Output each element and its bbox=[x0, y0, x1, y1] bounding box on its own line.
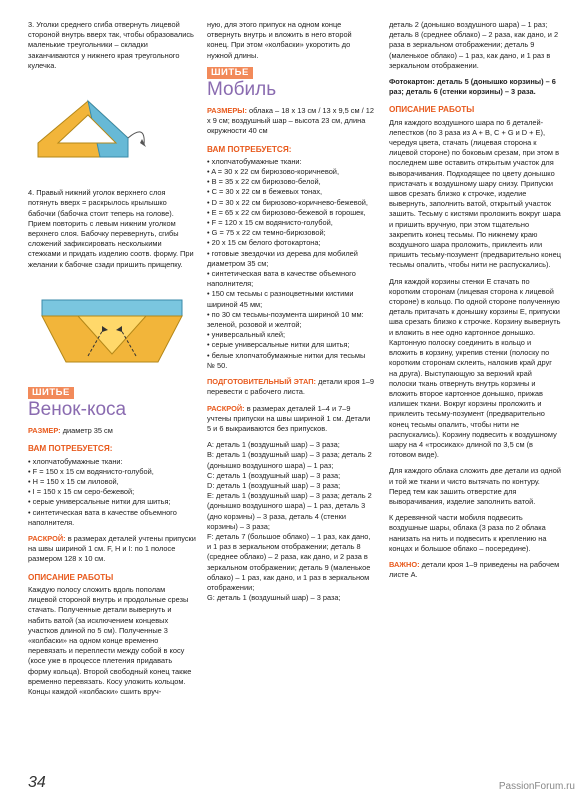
mobile-sizes bbox=[207, 106, 375, 137]
cut-line: C: деталь 1 (воздушный шар) – 3 раза; bbox=[207, 470, 341, 480]
important-text: детали кроя 1–9 приведены на рабочем листе A. bbox=[389, 559, 560, 580]
sizes-label: РАЗМЕРЫ: bbox=[207, 106, 247, 116]
cut-label-2: РАСКРОЙ: bbox=[207, 403, 245, 413]
mobile-work-text-2: Для каждой корзины стенки E стачать по коротким сторонам (лицевая сторона к лицевой стороне) в кольцо. По одной стороне полученную деталь притачать к донышку корзины E, припуски шва срезать близко к строчке. Корзину вывернуть и вложить в нее одно картонное донышко. Картонную полоску соединить в кольцо и вложить в корзину, укрепив стенки (полоску по коротким сторонам склеить, наложив край друг на друга). Выступающую за верхний край полоски ткань отвернуть внутрь корзины и вложить второе картонное донышко, прижав излишек ткани. Вокруг корзины проложить и приклеить тесьму-позумент (предварительно конец тесьмы опалить, чтобы нити не распускались). Корзину подвесить к воздушному шару на 4 «тросиках» длиной по 3,5 см (в готовом виде). bbox=[389, 276, 561, 460]
cut-text: в размерах деталей учтены припуски на швы шириной 1 см. F, H и I: по 1 полосе размером 128 х 10 см. bbox=[28, 534, 196, 564]
column-middle bbox=[207, 20, 375, 603]
wreath-materials-list bbox=[28, 457, 196, 528]
cut-line: D: деталь 1 (воздушный шар) – 3 раза; bbox=[207, 480, 341, 490]
list-item: • 20 x 15 см белого фотокартона; bbox=[207, 238, 375, 248]
list-item: • F = 120 x 15 см водянисто-голубой, bbox=[207, 218, 375, 228]
list-item: • хлопчатобумажные ткани: bbox=[207, 157, 375, 167]
mobile-cutting bbox=[207, 404, 375, 435]
wreath-continued-text: ную, для этого припуск на одном конце отвернуть внутрь и вложить в него второй конец. При этом «колбаски» укоротить до нужной длины. bbox=[207, 20, 352, 60]
list-item: • хлопчатобумажные ткани: bbox=[28, 457, 196, 467]
list-item: • B = 35 x 22 см бирюзово-белой, bbox=[207, 177, 375, 187]
watermark: PassionForum.ru bbox=[498, 781, 575, 792]
wreath-cutting bbox=[28, 534, 196, 565]
step-3-text: 3. Уголки среднего сгиба отвернуть лицевой стороной внутрь вверх так, чтобы образовались маленькие треугольники – складки заканчиваются у нижнего края треугольного кулечка. bbox=[28, 20, 194, 70]
list-item: • серые универсальные нитки для шитья; bbox=[207, 340, 375, 350]
mobile-prep bbox=[207, 377, 375, 397]
important-note bbox=[389, 560, 561, 580]
section-kicker-sewing: ШИТЬЕ bbox=[28, 387, 74, 399]
column-right bbox=[389, 20, 561, 586]
list-item: • D = 30 x 22 см бирюзово-коричнево-бежевой, bbox=[207, 198, 375, 208]
wreath-work-text: Каждую полосу сложить вдоль пополам лицевой стороной внутрь и продольные срезы стачать. Полученные детали вывернуть и набить ватой (за исключением концевых участков длиной по 5 см). Полученные 3 «колбаски» на одном конце временно перевязать и переплести между собой в косу (косе уже в процессе плетения придавать форму кольца). Второй свободный конец также временно перевязать. Косу уложить кольцом. Концы каждой «колбаски» сшить вруч- bbox=[28, 584, 192, 696]
list-item: • синтетическая вата в качестве объемного наполнителя; bbox=[207, 269, 375, 289]
list-item: • A = 30 x 22 см бирюзово-коричневой, bbox=[207, 167, 375, 177]
mobile-work-heading: ОПИСАНИЕ РАБОТЫ bbox=[389, 105, 475, 115]
section-kicker-sewing-2: ШИТЬЕ bbox=[207, 67, 253, 79]
cut-label: РАСКРОЙ: bbox=[28, 534, 66, 544]
butterfly-fold-illustration-2 bbox=[28, 282, 196, 374]
list-item: • 150 см тесьмы с разноцветными кистими шириной 45 мм; bbox=[207, 289, 375, 309]
wreath-size bbox=[28, 426, 196, 436]
cut-continued-text: деталь 2 (донышко воздушного шара) – 1 раз; деталь 8 (среднее облако) – 2 раза, как дано, и 2 раза в зеркальном отображении; деталь 9 (маленькое облако) – 1 раз, как дано, и 1 раз в зеркальном отображении. bbox=[389, 20, 559, 70]
size-value: диаметр 35 см bbox=[62, 426, 113, 436]
mobile-work-text-1: Для каждого воздушного шара по 6 деталей-лепестков (по 3 раза из A + B, C + G и D + E), чередуя цвета, стачать (лицевая сторона к лицевой стороне) по боковым срезам, при этом в последнем шве оставить открытым участок для выворачивания. Подходящее по цвету донышко пристачать к воздушному шару снизу. Припуски швов срезать близко к строчке, изделие вывернуть, заполнить ватой, открытый участок зашить. Тесьму с кистями проложить вокруг шара и пришить вручную, при этом тщательно закрепить конец тесьмы. По нижнему краю воздушного шара проложить, приклеить или пришить тесьму-позумент (предварительно конец тесьмы опалить, чтобы нити не распускались). bbox=[389, 117, 561, 270]
list-item: • белые хлопчатобумажные нитки для тесьмы № 50. bbox=[207, 351, 375, 371]
list-item: • готовые звездочки из дерева для мобилей диаметром 35 см; bbox=[207, 249, 375, 269]
cut-line: F: деталь 7 (большое облако) – 1 раз, как дано, и 1 раз в зеркальном отображении; деталь 8 (среднее облако) – 2 раза, как дано, и 2 раза в зеркальном отображении; деталь 9 (маленькое облако) – 1 раз, как дано, и 1 раз в зеркальном отображении; bbox=[207, 531, 371, 592]
mobile-materials-heading: ВАМ ПОТРЕБУЕТСЯ: bbox=[207, 144, 292, 154]
section-title-mobile: Мобиль bbox=[207, 79, 277, 101]
list-item: • синтетическая вата в качестве объемного наполнителя. bbox=[28, 508, 196, 528]
cardboard-text: Фотокартон: деталь 5 (донышко корзины) – 6 раз; деталь 6 (стенки корзины) – 3 раза. bbox=[389, 77, 556, 97]
sizes-value: облака – 18 х 13 см / 13 х 9,5 см / 12 х 9 см; воздушный шар – высота 23 см, длина окружности 40 см bbox=[207, 106, 374, 136]
section-title-wreath: Венок-коса bbox=[28, 399, 127, 421]
list-item: • C = 30 x 22 см в бежевых тонах, bbox=[207, 187, 375, 197]
mobile-materials-list bbox=[207, 157, 375, 371]
cut-text-2: в размерах деталей 1–4 и 7–9 учтены припуски на швы шириной 1 см. Детали 5 и 6 выкраиваются без припусков. bbox=[207, 403, 371, 433]
cut-line: B: деталь 1 (воздушный шар) – 3 раза; деталь 2 (донышко воздушного шара) – 1 раз; bbox=[207, 450, 372, 470]
cut-line: G: деталь 1 (воздушный шар) – 3 раза; bbox=[207, 593, 341, 603]
list-item: • F = 150 х 15 см водянисто-голубой, bbox=[28, 467, 196, 477]
column-left bbox=[28, 20, 196, 703]
wreath-materials-heading: ВАМ ПОТРЕБУЕТСЯ: bbox=[28, 444, 113, 454]
cut-line: A: деталь 1 (воздушный шар) – 3 раза; bbox=[207, 440, 340, 450]
list-item: • E = 65 x 22 см бирюзово-бежевой в горошек, bbox=[207, 208, 375, 218]
list-item: • G = 75 x 22 см темно-бирюзовой; bbox=[207, 228, 375, 238]
list-item: • I = 150 х 15 см серо-бежевой; bbox=[28, 487, 196, 497]
list-item: • серые универсальные нитки для шитья; bbox=[28, 497, 196, 507]
mobile-work-text-3: Для каждого облака сложить две детали из одной и той же ткани и чисто вытячать по контуру. Перед тем как зашить отверстие для выворачивания, изделие заполнить ватой. bbox=[389, 466, 561, 506]
page-number: 34 bbox=[28, 774, 46, 791]
cut-lines bbox=[207, 440, 375, 603]
prep-text: детали кроя 1–9 перевести с рабочего листа. bbox=[207, 377, 374, 397]
list-item: • универсальный клей; bbox=[207, 330, 375, 340]
important-label: ВАЖНО: bbox=[389, 559, 420, 569]
wreath-work-heading: ОПИСАНИЕ РАБОТЫ bbox=[28, 572, 114, 582]
list-item: • H = 150 х 15 см лиловой, bbox=[28, 477, 196, 487]
list-item: • по 30 см тесьмы-позумента шириной 10 мм: зеленой, розовой и желтой; bbox=[207, 310, 375, 330]
butterfly-fold-illustration-1 bbox=[28, 83, 196, 175]
prep-label: ПОДГОТОВИТЕЛЬНЫЙ ЭТАП: bbox=[207, 377, 316, 387]
cut-line: E: деталь 1 (воздушный шар) – 3 раза; деталь 2 (донышко воздушного шара) – 1 раз, деталь 3 (дно корзины) – 3 раза, деталь 4 (стенки корзины) – 3 раза; bbox=[207, 491, 372, 531]
step-4-text: 4. Правый нижний уголок верхнего слоя потянуть вверх = раскрылось крылышко бабочки (бабочка стоит теперь на голове). Прием повторить с левым нижним уголком верхнего слоя. Бабочку перевернуть, сгибы сложений зафиксировать несколькими стежками и придать изделию соотв. форму. При желании к бабочке сзади пришить прищепку. bbox=[28, 188, 194, 269]
mobile-work-text-4: К деревянной части мобиля подвесить воздушные шары, облака (3 раза по 2 облака нанизать на нить и подвесить к креплению на концах и большое облако – посередине). bbox=[389, 513, 547, 553]
size-label: РАЗМЕР: bbox=[28, 426, 61, 436]
